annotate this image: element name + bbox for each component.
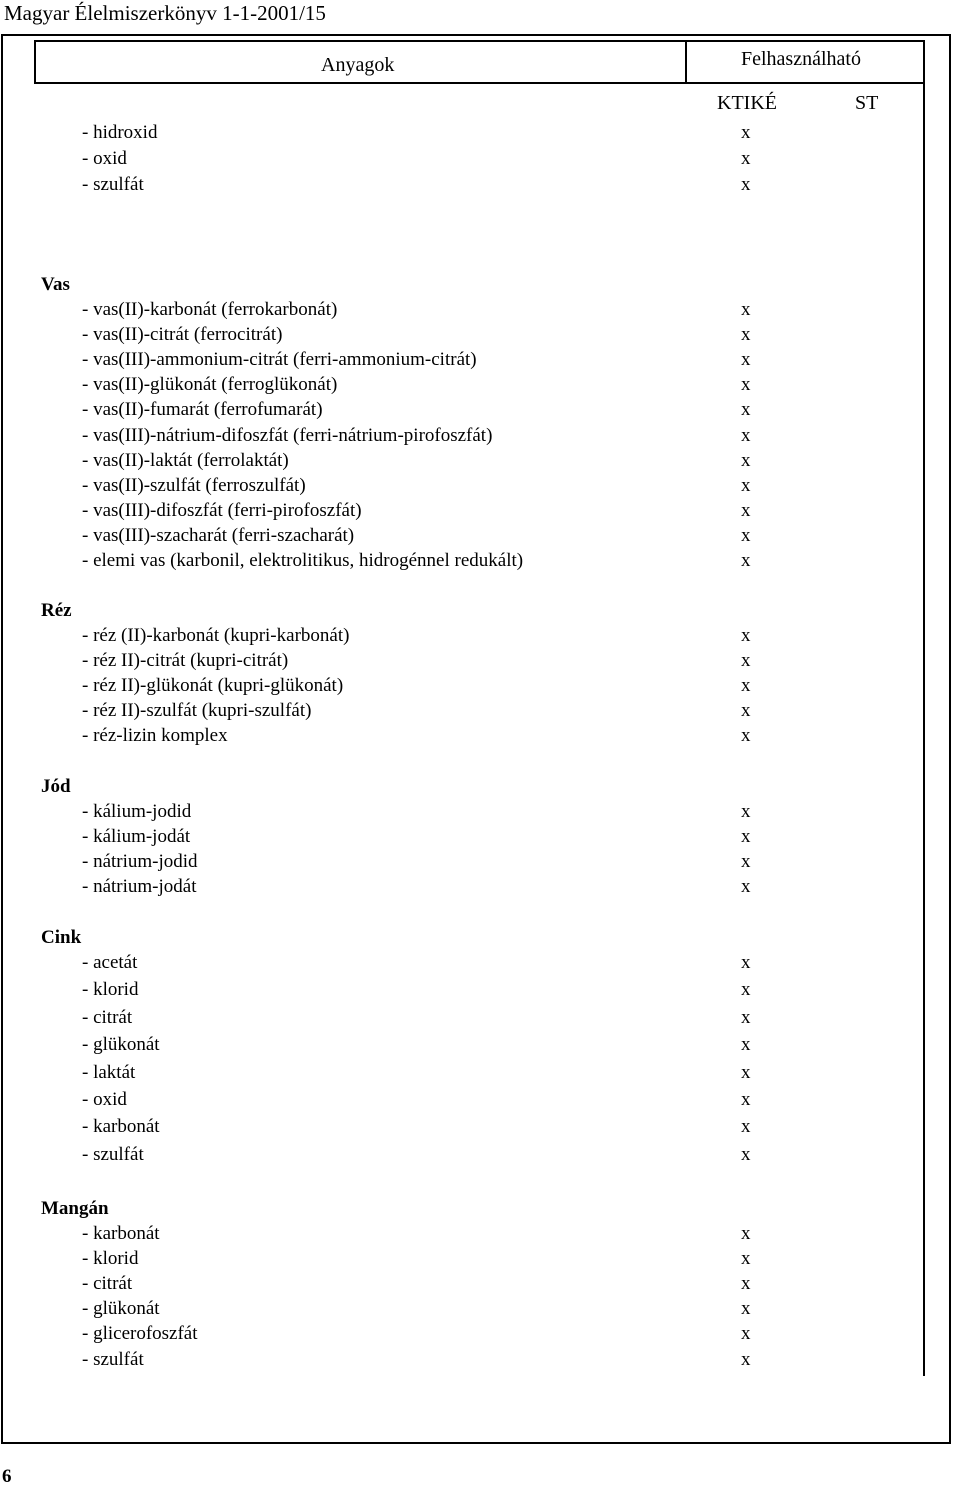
ktike-mark: x [741, 499, 751, 521]
ktike-mark: x [741, 625, 751, 646]
list-item: - karbonát [82, 1116, 160, 1138]
list-item: - glükonát [82, 1034, 160, 1056]
header-right-rule [923, 40, 925, 1376]
ktike-mark: x [741, 299, 751, 320]
group-heading: Cink [41, 927, 82, 948]
ktike-mark: x [741, 700, 751, 722]
ktike-mark: x [741, 650, 751, 672]
list-item: - vas(II)-karbonát (ferrokarbonát) [82, 299, 338, 320]
list-item: - vas(III)-szacharát (ferri-szacharát) [82, 524, 355, 546]
list-item: - citrát [82, 1273, 133, 1295]
document-header: Magyar Élelmiszerkönyv 1-1-2001/15 [4, 1, 326, 25]
list-item: - réz II)-szulfát (kupri-szulfát) [82, 700, 312, 722]
column-header-usable: Felhasználható [741, 48, 861, 70]
list-item: - vas(II)-fumarát (ferrofumarát) [82, 399, 323, 421]
list-item: - vas(II)-szulfát (ferroszulfát) [82, 474, 306, 496]
list-item: - acetát [82, 952, 138, 973]
ktike-mark: x [741, 675, 751, 697]
list-item: - karbonát [82, 1223, 160, 1244]
list-item: - réz (II)-karbonát (kupri-karbonát) [82, 625, 350, 646]
list-item: - oxid [82, 148, 127, 169]
list-item: - réz-lizin komplex [82, 725, 228, 747]
ktike-mark: x [741, 1034, 751, 1056]
ktike-mark: x [741, 1248, 751, 1270]
list-item: - szulfát [82, 1348, 144, 1370]
list-item: - nátrium-jodát [82, 876, 197, 898]
ktike-mark: x [741, 524, 751, 546]
list-item: - vas(III)-difoszfát (ferri-pirofoszfát) [82, 499, 362, 521]
list-item: - vas(III)-ammonium-citrát (ferri-ammonium-citrát) [82, 349, 477, 371]
ktike-mark: x [741, 1348, 751, 1370]
ktike-mark: x [741, 1223, 751, 1244]
ktike-mark: x [741, 324, 751, 346]
list-item: - laktát [82, 1061, 136, 1083]
list-item: - klorid [82, 1248, 139, 1270]
ktike-mark: x [741, 1006, 751, 1028]
ktike-mark: x [741, 122, 751, 143]
list-item: - klorid [82, 979, 139, 1001]
group-heading: Réz [41, 600, 72, 621]
header-top-rule [34, 40, 925, 42]
ktike-mark: x [741, 474, 751, 496]
ktike-mark: x [741, 876, 751, 898]
list-item: - nátrium-jodid [82, 851, 198, 873]
column-header-ktike: KTIKÉ [717, 92, 777, 114]
list-item: - kálium-jodát [82, 826, 191, 848]
ktike-mark: x [741, 826, 751, 848]
list-item: - szulfát [82, 174, 144, 195]
ktike-mark: x [741, 449, 751, 471]
group-heading: Jód [41, 776, 71, 797]
list-item: - szulfát [82, 1143, 144, 1165]
group-heading: Vas [41, 274, 70, 295]
ktike-mark: x [741, 979, 751, 1001]
ktike-mark: x [741, 148, 751, 169]
list-item: - vas(III)-nátrium-difoszfát (ferri-nátrium-pirofoszfát) [82, 424, 493, 446]
header-left-rule [34, 40, 36, 84]
ktike-mark: x [741, 1323, 751, 1345]
list-item: - glicerofoszfát [82, 1323, 198, 1345]
ktike-mark: x [741, 952, 751, 973]
list-item: - vas(II)-citrát (ferrocitrát) [82, 324, 283, 346]
ktike-mark: x [741, 1143, 751, 1165]
page-number: 6 [2, 1466, 12, 1487]
list-item: - réz II)-glükonát (kupri-glükonát) [82, 675, 344, 697]
column-header-st: ST [855, 92, 879, 114]
ktike-mark: x [741, 1273, 751, 1295]
list-item: - glükonát [82, 1298, 160, 1320]
list-item: - réz II)-citrát (kupri-citrát) [82, 650, 289, 672]
column-header-materials: Anyagok [321, 54, 395, 76]
header-bottom-rule [34, 82, 925, 84]
header-mid-rule [685, 40, 687, 84]
ktike-mark: x [741, 1061, 751, 1083]
ktike-mark: x [741, 349, 751, 371]
ktike-mark: x [741, 174, 751, 195]
ktike-mark: x [741, 851, 751, 873]
ktike-mark: x [741, 399, 751, 421]
ktike-mark: x [741, 424, 751, 446]
ktike-mark: x [741, 1116, 751, 1138]
ktike-mark: x [741, 1089, 751, 1110]
list-item: - hidroxid [82, 122, 158, 143]
list-item: - elemi vas (karbonil, elektrolitikus, hidrogénnel redukált) [82, 550, 524, 571]
ktike-mark: x [741, 1298, 751, 1320]
list-item: - vas(II)-glükonát (ferroglükonát) [82, 374, 338, 396]
ktike-mark: x [741, 801, 751, 822]
ktike-mark: x [741, 725, 751, 747]
list-item: - kálium-jodid [82, 801, 192, 822]
ktike-mark: x [741, 374, 751, 396]
list-item: - vas(II)-laktát (ferrolaktát) [82, 449, 289, 471]
list-item: - oxid [82, 1089, 127, 1110]
group-heading: Mangán [41, 1198, 109, 1219]
list-item: - citrát [82, 1006, 133, 1028]
ktike-mark: x [741, 550, 751, 571]
